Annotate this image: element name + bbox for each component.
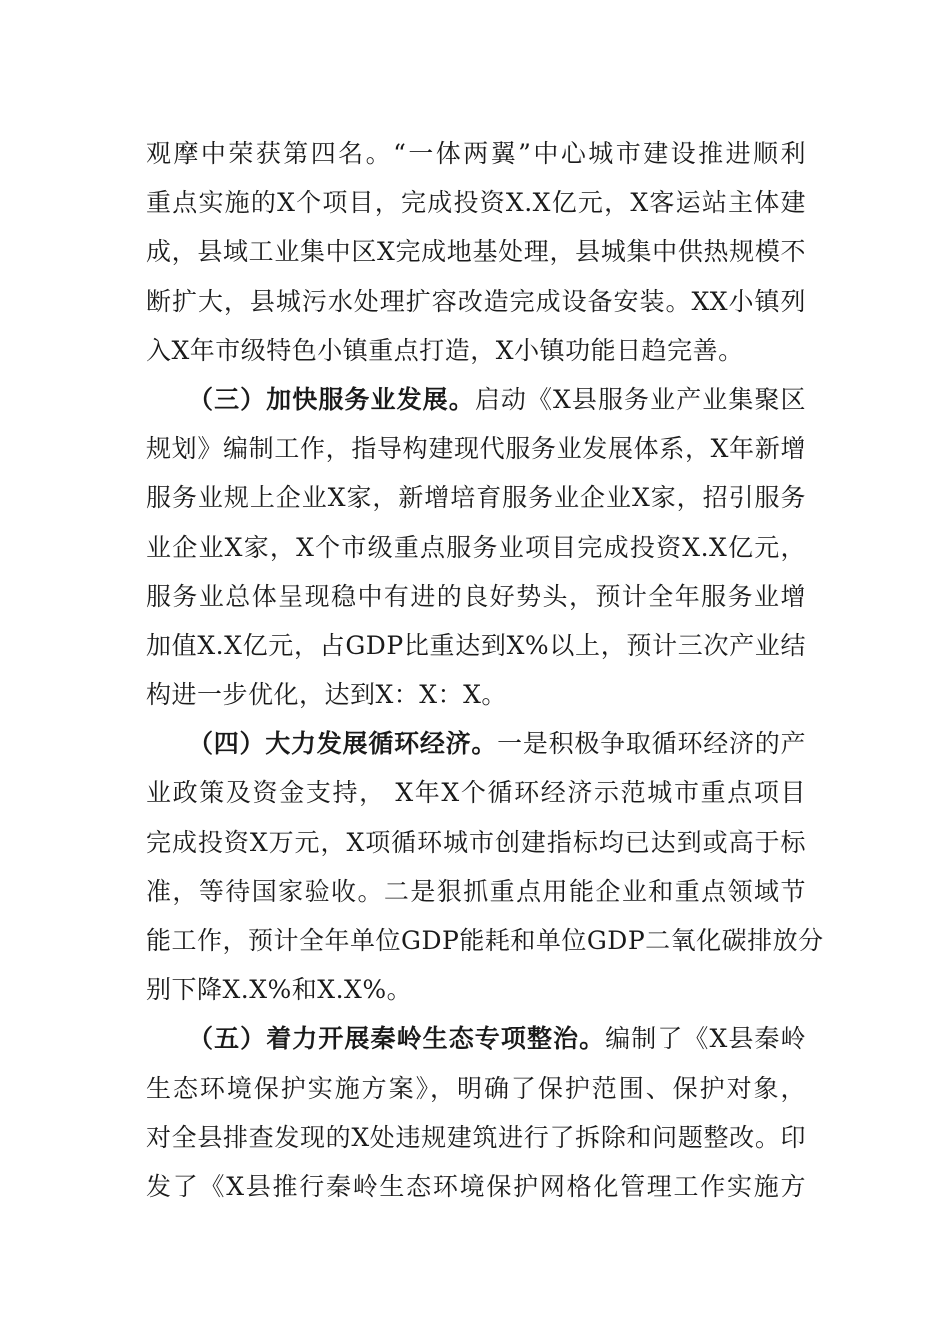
line-text: 加值X.X亿元，占GDP比重达到X%以上，预计三次产业结 <box>146 630 806 660</box>
line-text: 完成投资X万元，X项循环城市创建指标均已达到或高于标 <box>146 827 806 857</box>
text-line <box>146 129 806 178</box>
text-line <box>146 818 806 867</box>
text-line <box>146 277 806 326</box>
line-text: 编制了《X县秦岭 <box>605 1024 806 1054</box>
text-line <box>146 867 806 916</box>
line-text: 启动《X县服务业产业集聚区 <box>474 384 806 414</box>
text-line <box>146 473 806 522</box>
line-text: 服务业总体呈现稳中有进的良好势头，预计全年服务业增 <box>146 581 806 611</box>
line-text: 一是积极争取循环经济的产 <box>497 729 806 759</box>
section-4-heading: （四）大力发展循环经济。 <box>188 729 498 759</box>
text-line <box>146 1113 806 1162</box>
text-line <box>146 326 806 375</box>
line-text: 业企业X家，X个市级重点服务业项目完成投资X.X亿元， <box>146 532 806 562</box>
text-line <box>146 768 806 817</box>
text-line <box>146 424 806 473</box>
text-line <box>146 572 806 621</box>
text-line <box>146 670 806 719</box>
text-line <box>146 916 824 965</box>
line-text: 断扩大，县城污水处理扩容改造完成设备安装。XX小镇列 <box>146 286 806 316</box>
text-line <box>146 227 806 276</box>
text-line <box>146 1064 806 1113</box>
section-3-heading: （三）加快服务业发展。 <box>188 384 475 414</box>
text-line <box>146 523 806 572</box>
line-text: 重点实施的X个项目，完成投资X.X亿元，X客运站主体建 <box>146 188 806 218</box>
line-text: 服务业规上企业X家，新增培育服务业企业X家，招引服务 <box>146 483 806 513</box>
line-text: 准，等待国家验收。二是狠抓重点用能企业和重点领域节 <box>146 876 806 906</box>
text-line <box>146 965 806 1014</box>
line-text: 规划》编制工作，指导构建现代服务业发展体系，X年新增 <box>146 434 806 464</box>
text-line <box>146 1162 806 1211</box>
line-text: 业政策及资金支持， X年X个循环经济示范城市重点项目 <box>146 778 806 808</box>
line-text: 构进一步优化，达到X：X：X。 <box>146 680 507 710</box>
text-line <box>146 621 806 670</box>
section-4-first-line <box>146 719 806 768</box>
body-text <box>146 129 824 1211</box>
line-text: 能工作，预计全年单位GDP能耗和单位GDP二氧化碳排放分 <box>146 926 824 955</box>
line-text: 对全县排查发现的X处违规建筑进行了拆除和问题整改。印 <box>146 1122 806 1152</box>
section-3-first-line <box>146 375 806 424</box>
line-text: 别下降X.X%和X.X%。 <box>146 975 413 1005</box>
line-text: 观摩中荣获第四名。“一体两翼”中心城市建设推进顺利 <box>146 139 806 168</box>
section-5-heading: （五）着力开展秦岭生态专项整治。 <box>188 1024 606 1054</box>
line-text: 入X年市级特色小镇重点打造，X小镇功能日趋完善。 <box>146 335 744 365</box>
line-text: 生态环境保护实施方案》，明确了保护范围、保护对象， <box>146 1073 806 1103</box>
line-text: 成，县域工业集中区X完成地基处理，县城集中供热规模不 <box>146 237 806 267</box>
section-5-first-line <box>146 1014 806 1063</box>
line-text: 发了《X县推行秦岭生态环境保护网格化管理工作实施方 <box>146 1171 806 1201</box>
text-line <box>146 178 806 227</box>
